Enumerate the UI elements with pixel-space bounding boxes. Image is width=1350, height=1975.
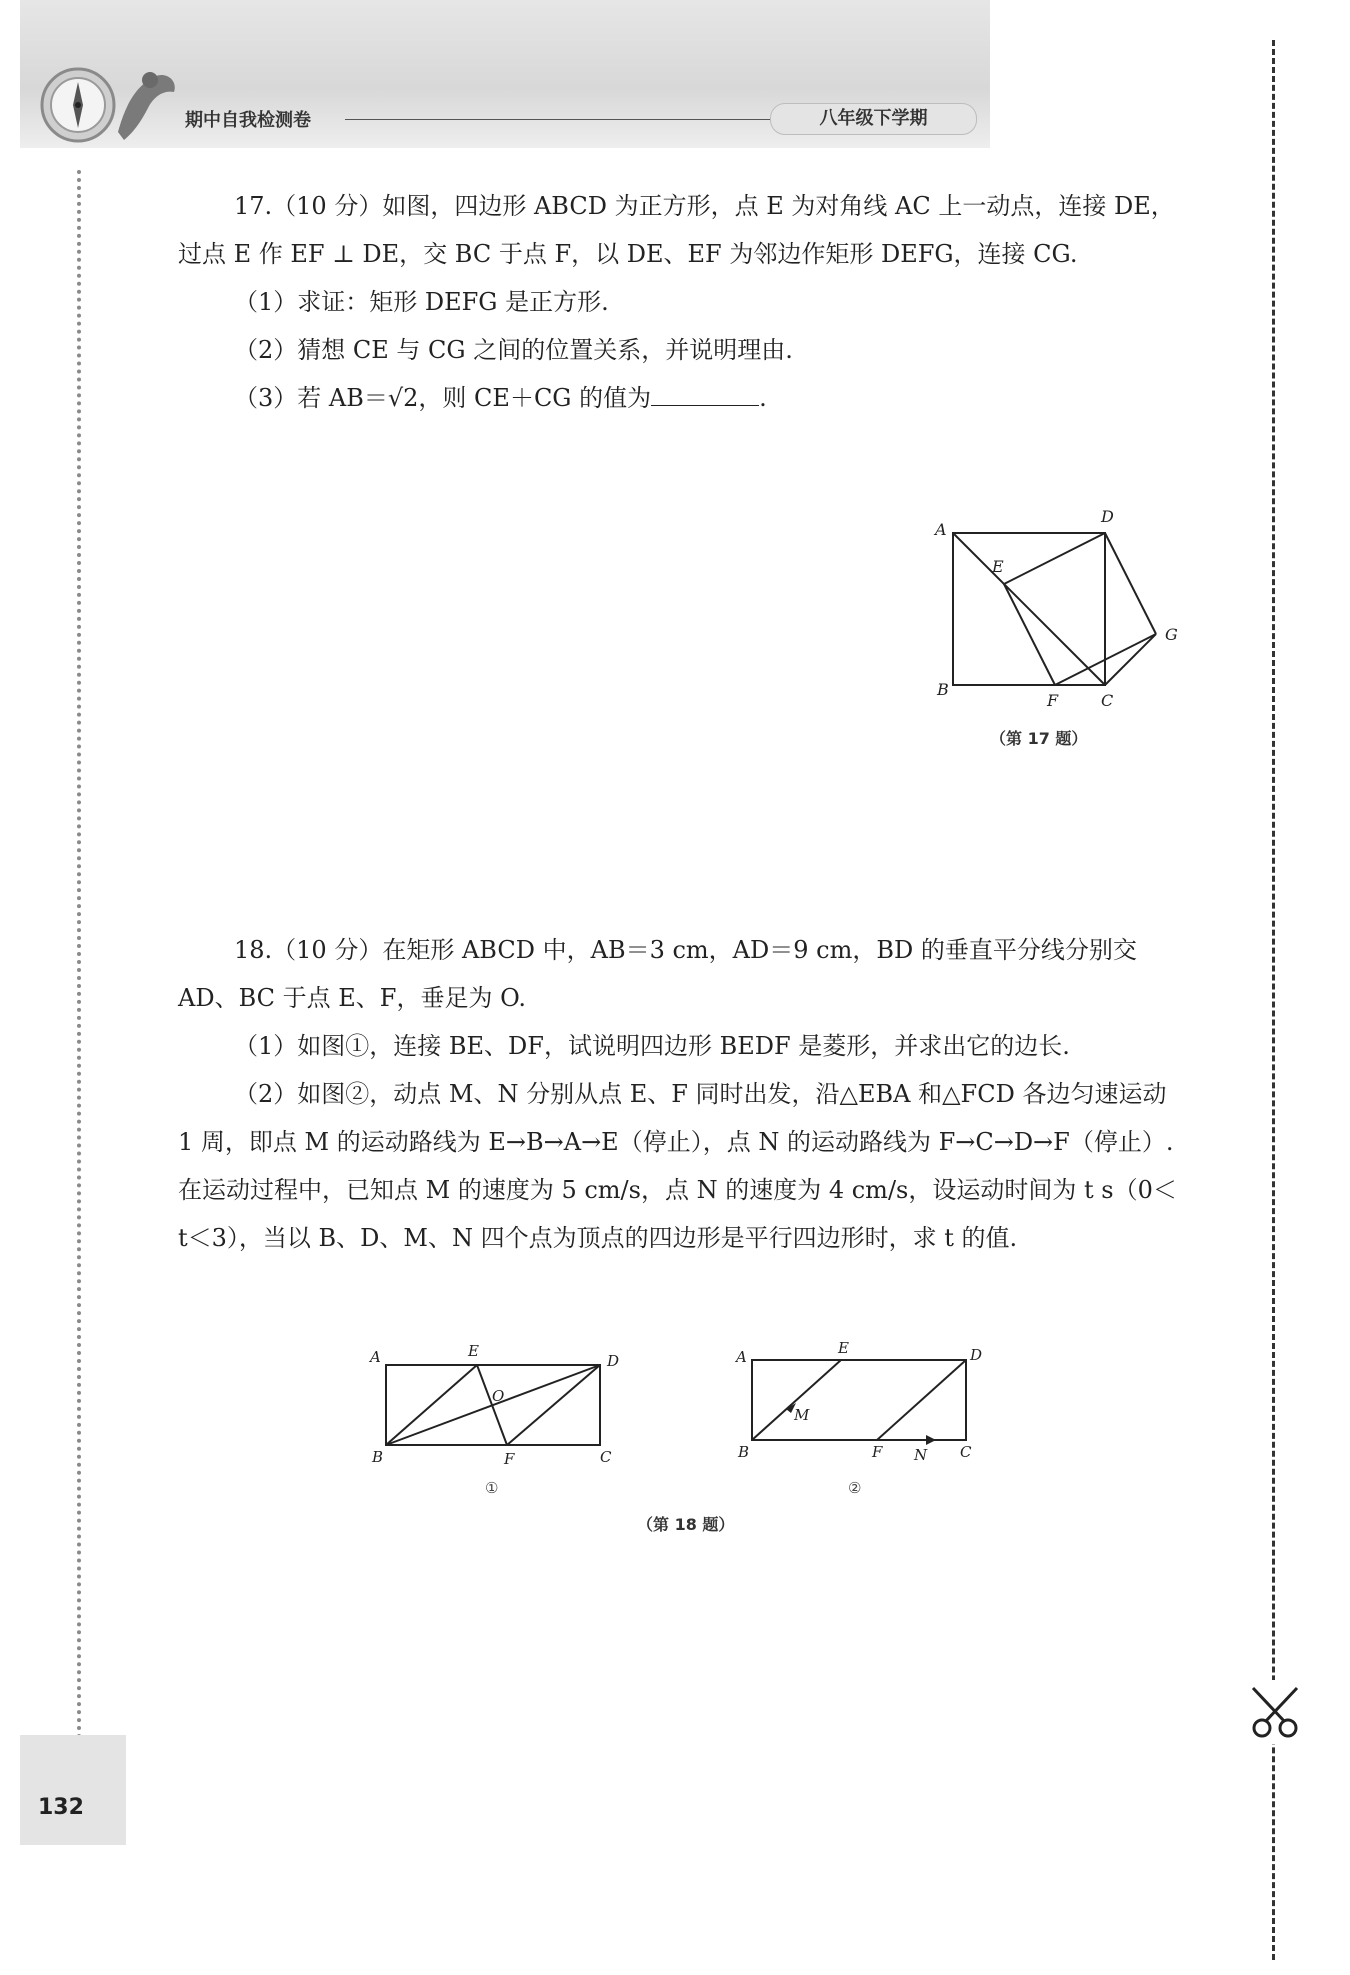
problem-17-q3 <box>178 374 1178 422</box>
fig18-2-label-d: D <box>970 1346 983 1364</box>
fig17-label-b: B <box>937 680 949 699</box>
fig18-1-number: ① <box>485 1479 499 1497</box>
fig17-label-g: G <box>1165 625 1178 644</box>
fig17-label-c: C <box>1101 691 1114 710</box>
fig18-2-label-m: M <box>794 1406 810 1424</box>
fig17-label-d: D <box>1101 507 1114 526</box>
problem-17-q3-text: （3）若 AB＝√2，则 CE＋CG 的值为 <box>234 384 652 412</box>
fig18-2-label-f: F <box>872 1443 883 1461</box>
fig18-2-number: ② <box>848 1479 862 1497</box>
answer-blank[interactable] <box>651 381 759 406</box>
page-number-box <box>20 1735 126 1845</box>
fig18-2-label-b: B <box>738 1443 750 1461</box>
figure-17 <box>915 500 1185 724</box>
fig18-1-label-a: A <box>370 1348 381 1366</box>
problem-18 <box>178 926 1178 1262</box>
fig17-label-a: A <box>935 520 947 539</box>
header-divider <box>345 119 770 120</box>
problem-17-q3-end: . <box>759 384 767 412</box>
problem-17-intro: 17.（10 分）如图，四边形 ABCD 为正方形，点 E 为对角线 AC 上一动点，连接 DE，过点 E 作 EF ⊥ DE，交 BC 于点 F，以 DE、EF 为邻边作矩形 DEFG，连接 CG. <box>178 192 1175 268</box>
header-title: 期中自我检测卷 <box>185 110 311 131</box>
problem-17-q2: （2）猜想 CE 与 CG 之间的位置关系，并说明理由. <box>234 336 793 364</box>
figure-17-caption: （第 17 题） <box>990 729 1088 748</box>
fig18-2-label-n: N <box>914 1446 928 1464</box>
problem-18-q2: （2）如图②，动点 M、N 分别从点 E、F 同时出发，沿△EBA 和△FCD 各边匀速运动 1 周，即点 M 的运动路线为 E→B→A→E（停止），点 N 的运动路线为 F→C→D→F（停止）. 在运动过程中，已知点 M 的速度为 5 cm/s，点 N 的速度为 4 cm/s，设运动时间为 t s（0＜t＜3），当以 B、D、M、N 四个点为顶点的四边形是平行四边形时，求 t 的值. <box>178 1080 1177 1252</box>
binding-dotted-line <box>77 170 81 1740</box>
problem-17-q1: （1）求证：矩形 DEFG 是正方形. <box>234 288 609 316</box>
compass-runner-logo-icon <box>38 62 188 152</box>
figure-18-1 <box>360 1340 630 1514</box>
problem-18-q1: （1）如图①，连接 BE、DF，试说明四边形 BEDF 是菱形，并求出它的边长. <box>234 1032 1070 1060</box>
fig18-1-label-d: D <box>607 1352 620 1370</box>
fig18-1-label-b: B <box>372 1448 384 1466</box>
cut-dashed-line <box>1272 40 1275 1960</box>
fig18-2-label-e: E <box>838 1340 849 1357</box>
fig18-1-label-c: C <box>600 1448 612 1466</box>
problem-17 <box>178 182 1178 422</box>
fig18-1-label-f: F <box>504 1450 515 1468</box>
problem-18-intro: 18.（10 分）在矩形 ABCD 中，AB＝3 cm，AD＝9 cm，BD 的垂直平分线分别交 AD、BC 于点 E、F，垂足为 O. <box>178 936 1137 1012</box>
fig18-2-label-c: C <box>960 1443 972 1461</box>
scissors-icon <box>1245 1680 1305 1744</box>
page-number: 132 <box>38 1795 84 1820</box>
figure-18-2 <box>728 1340 998 1514</box>
fig17-label-f: F <box>1047 691 1059 710</box>
figure-18-caption: （第 18 题） <box>637 1515 735 1534</box>
fig18-2-label-a: A <box>736 1348 747 1366</box>
fig18-1-label-o: O <box>492 1387 505 1405</box>
fig17-label-e: E <box>992 557 1004 576</box>
grade-badge: 八年级下学期 <box>770 103 977 135</box>
fig18-1-label-e: E <box>468 1342 479 1360</box>
